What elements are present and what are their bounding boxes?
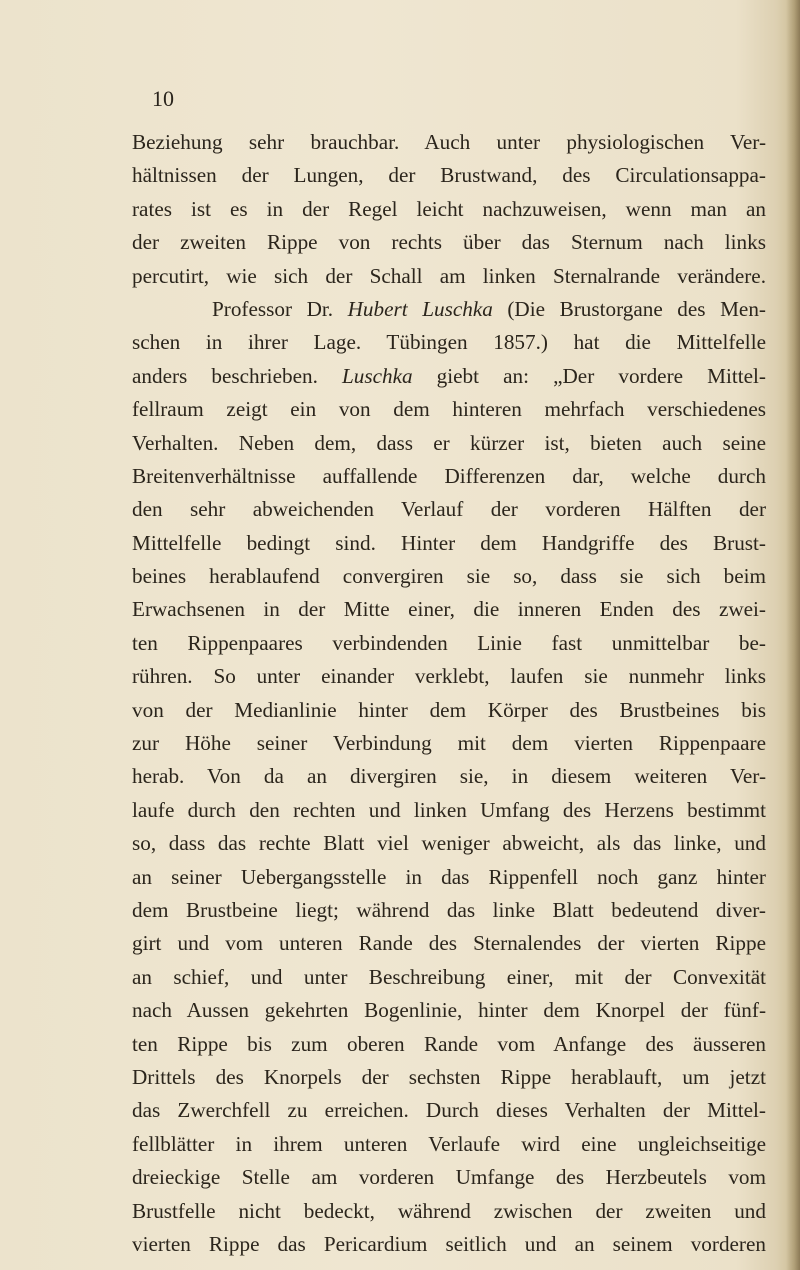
text-line: ten Rippenpaares verbindenden Linie fast unmittelbar be- [132,630,766,655]
text-line: hältnissen der Lungen, der Brustwand, des Circulationsappa- [132,163,766,188]
text-line: rühren. So unter einander verklebt, laufen sie nunmehr links [132,664,766,689]
text-line: das Zwerchfell zu erreichen. Durch dieses Verhalten der Mittel- [132,1098,766,1123]
text-line: Brustfelle nicht bedeckt, während zwischen der zweiten und [132,1198,766,1223]
text-line: Drittels des Knorpels der sechsten Rippe herablauft, um jetzt [132,1064,766,1089]
text-line: Beziehung sehr brauchbar. Auch unter physiologischen Ver- [132,130,766,154]
page-edge-shadow [786,0,800,1270]
text-line: an schief, und unter Beschreibung einer, mit der Convexität [132,964,766,989]
text-line: Mittelfelle bedingt sind. Hinter dem Handgriffe des Brust- [132,530,766,555]
text-line: laufe durch den rechten und linken Umfang des Herzens bestimmt [132,797,766,822]
text-line: fellblätter in ihrem unteren Verlaufe wird eine ungleichseitige [132,1131,766,1156]
text-line: an seiner Uebergangsstelle in das Rippenfell noch ganz hinter [132,864,766,889]
text-line: zur Höhe seiner Verbindung mit dem vierten Rippenpaare [132,731,766,756]
text-line: schen in ihrer Lage. Tübingen 1857.) hat die Mittelfelle [132,330,766,355]
text-line: beines herablaufend convergiren sie so, dass sie sich beim [132,564,766,589]
text-line: fellraum zeigt ein von dem hinteren mehrfach verschiedenes [132,397,766,422]
text-line: dem Brustbeine liegt; während das linke Blatt bedeutend diver- [132,897,766,922]
text-line: so, dass das rechte Blatt viel weniger abweicht, als das linke, und [132,831,766,856]
text-line: dreieckige Stelle am vorderen Umfange des Herzbeutels vom [132,1165,766,1190]
text-line: Breitenverhältnisse auffallende Differenzen dar, welche durch [132,463,766,488]
text-line: herab. Von da an divergiren sie, in diesem weiteren Ver- [132,764,766,789]
text-line: ten Rippe bis zum oberen Rande vom Anfange des äusseren [132,1031,766,1056]
page-number: 10 [152,86,174,111]
text-line: der zweiten Rippe von rechts über das Sternum nach links [132,230,766,255]
text-line: rates ist es in der Regel leicht nachzuweisen, wenn man an [132,196,766,221]
text-line: girt und vom unteren Rande des Sternalendes der vierten Rippe [132,931,766,956]
text-line: percutirt, wie sich der Schall am linken Sternalrande verändere. [132,263,766,288]
text-line: vierten Rippe das Pericardium seitlich und an seinem vorderen [132,1231,766,1256]
body-text [132,126,766,1261]
text-line: nach Aussen gekehrten Bogenlinie, hinter dem Knorpel der fünf- [132,998,766,1023]
text-line: Professor Dr. Hubert Luschka (Die Brustorgane des Men- [212,296,766,321]
text-line: von der Medianlinie hinter dem Körper des Brustbeines bis [132,697,766,722]
text-line: Verhalten. Neben dem, dass er kürzer ist, bieten auch seine [132,430,766,455]
text-line: anders beschrieben. Luschka giebt an: „Der vordere Mittel- [132,363,766,388]
text-line: den sehr abweichenden Verlauf der vorderen Hälften der [132,497,766,522]
text-line: Erwachsenen in der Mitte einer, die inneren Enden des zwei- [132,597,766,622]
